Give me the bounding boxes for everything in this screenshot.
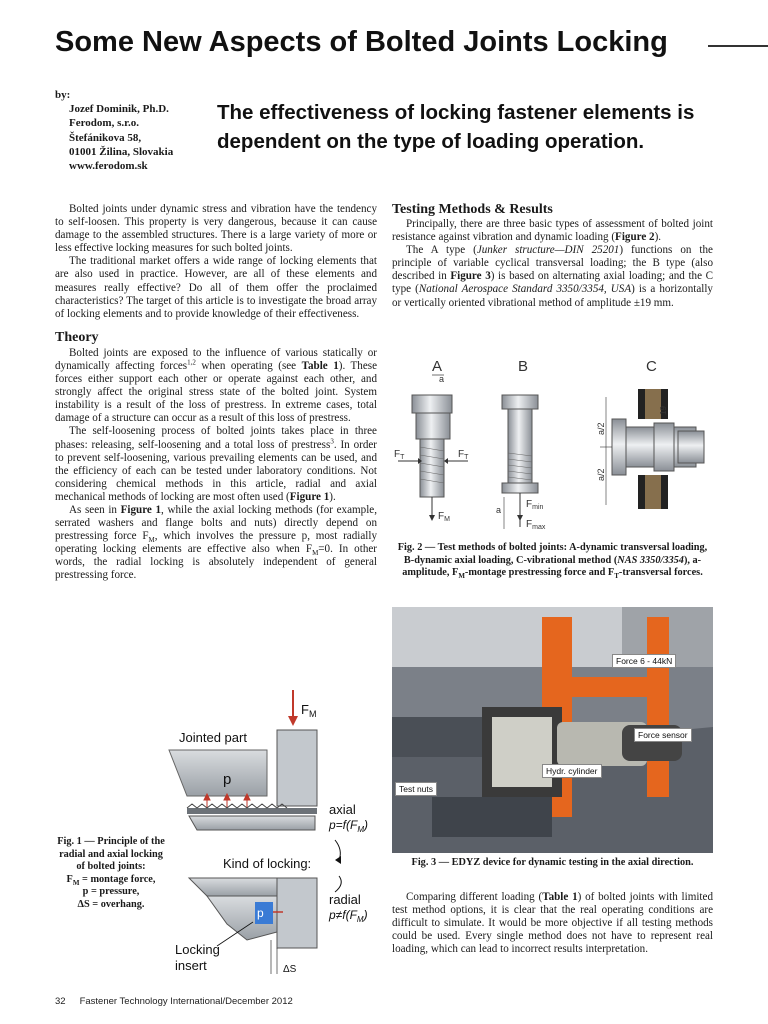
left-column bbox=[55, 203, 377, 583]
label-a: A bbox=[432, 358, 443, 375]
figure-1-ref: Figure 1 bbox=[289, 490, 330, 503]
article-subtitle: The effectiveness of locking fastener elements is dependent on the type of loading operation. bbox=[217, 101, 695, 153]
section-heading-testing: Testing Methods & Results bbox=[392, 202, 553, 217]
label-b: B bbox=[518, 358, 529, 375]
svg-text:FM: $F_M$ bbox=[301, 702, 317, 719]
bolt-a bbox=[394, 374, 469, 523]
svg-text:19: 19 bbox=[659, 406, 668, 415]
svg-text:Fmin: $F_{min}$ bbox=[526, 499, 544, 511]
svg-text:axial: axial bbox=[329, 802, 356, 817]
publication-info: Fastener Technology International/December 2012 bbox=[79, 996, 293, 1007]
svg-text:a/2: a/2 bbox=[596, 468, 606, 481]
figure-2-caption: Fig. 2 — Test methods of bolted joints: A-dynamic transversal loading, B-dynamic axial loading, C-vibrational method (NAS 3350/3354), a-amplitude, $F_M$-montage prestressing force and $F_T$-transversal forces. bbox=[397, 542, 708, 581]
figure-2-ref: Figure 2 bbox=[615, 231, 655, 244]
svg-text:Locking: Locking bbox=[175, 942, 220, 957]
figure-1-caption: Fig. 1 — Principle of the radial and axial locking of bolted joints: $F_M$ = montage force, p = pressure, ΔS = overhang. bbox=[57, 836, 165, 910]
author-name: Jozef Dominik, Ph.D. bbox=[69, 103, 169, 116]
table-1-ref: Table 1 bbox=[301, 359, 339, 372]
bolt-b bbox=[496, 395, 546, 531]
theory-paragraph-3: As seen in Figure 1, while the axial locking methods (for example, serrated washers and flange bolts and nuts) directly depend on prestressing force $F_M$, which involves the pressure p, most radially operating locking elements are effective also when $F_M=0$. In other words, the radial locking is absolutely independent of general prestressing force. bbox=[55, 503, 377, 582]
author-street: Štefánikova 58, bbox=[69, 131, 142, 144]
svg-text:FT: $F_T$ bbox=[458, 449, 469, 461]
theory-paragraph-1: Bolted joints are exposed to the influence of various statically or dynamically affecting forces$^{1,2}$ when operating (see Table 1). These forces either support each other or operate against each other, and strongly affect the original stress state of the bolted joint. System instability is a result of the loss of prestress. In extreme cases, total damage of a structure can occur as a result of this loss of prestress. bbox=[55, 346, 377, 425]
svg-text:FM: $F_M$ bbox=[438, 511, 450, 523]
svg-text:radial: radial bbox=[329, 892, 361, 907]
theory-paragraph-2: The self-loosening process of bolted joints takes place in three phases: releasing, self-loosening and a total loss of prestress$^3$. In order to prevent self-loosening, various prevailing elements can be used, and the efficiency of each can be tested under laboratory conditions. Not considering chemical methods in this article, radial and axial mechanical methods of locking are most often used (Figure 1). bbox=[55, 425, 378, 503]
label-test-nuts: Test nuts bbox=[395, 782, 437, 796]
author-company: Ferodom, s.r.o. bbox=[69, 117, 139, 130]
right-column bbox=[392, 202, 713, 310]
label-force-range: Force 6 - 44kN bbox=[612, 654, 676, 668]
svg-text:a/2: a/2 bbox=[596, 422, 606, 435]
label-c: C bbox=[646, 358, 657, 375]
testing-paragraph-1: Principally, there are three basic types of assessment of bolted joint resistance against vibration and dynamic loading (Figure 2). bbox=[392, 218, 713, 244]
section-heading-theory: Theory bbox=[55, 329, 99, 345]
figure-3-ref: Figure 3 bbox=[450, 270, 491, 283]
svg-text:ΔS: ΔS bbox=[283, 964, 297, 975]
svg-text:a: a bbox=[439, 374, 445, 384]
article-title: Some New Aspects of Bolted Joints Locking bbox=[55, 26, 668, 58]
testing-paragraph-2: The A type (Junker structure—DIN 25201) functions on the principle of variable cyclical transversal loading; the B type (also described in Figure 3) is based on alternating axial loading; and the C type (National Aerospace Standard 3350/3354, USA) is a horizontally or vertically oriented vibrational method of amplitude ±19 mm. bbox=[392, 244, 714, 309]
comparing-paragraph: Comparing different loading (Table 1) of bolted joints with limited test method options, it is clear that the real operating conditions are difficult to simulate. It would be more objective if all testing methods could be used. Every single method does not have to represent real loading, which can lead to incorrect results interpretation. bbox=[392, 891, 713, 956]
figure-1-ref: Figure 1 bbox=[120, 503, 162, 516]
svg-text:a: a bbox=[496, 505, 502, 515]
svg-text:p: p bbox=[223, 771, 232, 788]
svg-text:p: p bbox=[257, 906, 264, 920]
table-1-ref: Table 1 bbox=[542, 891, 578, 903]
svg-text:insert: insert bbox=[175, 958, 207, 973]
svg-text:FT: $F_T$ bbox=[394, 449, 405, 461]
intro-paragraph: Bolted joints under dynamic stress and vibration have the tendency to self-loosen. This property is very dangerous, because it can cause damage to the assembled structures. There is a large variety of more or less effective locking measures for such bolted joints. bbox=[55, 203, 377, 255]
label-force-sensor: Force sensor bbox=[634, 728, 692, 742]
intro-paragraph: The traditional market offers a wide range of locking elements that are also used in practice. However, are all of these elements and measures really effective? Do all of them offer the proclaimed characteristics? The target of this article is to investigate the broad array of locking elements and to provide knowledge of their effectiveness. bbox=[55, 255, 377, 320]
label-hydr-cylinder: Hydr. cylinder bbox=[542, 764, 602, 778]
svg-text:Fmax: $F_{max}$ bbox=[526, 519, 546, 531]
figure-1-diagram bbox=[167, 690, 377, 980]
figure-3-photo bbox=[392, 607, 713, 853]
page-footer bbox=[55, 996, 293, 1007]
svg-text:p=f(FM): $p=f(F_M)$ bbox=[329, 818, 369, 834]
title-rule bbox=[708, 45, 768, 47]
svg-text:Kind of locking:: Kind of locking: bbox=[223, 856, 312, 871]
byline bbox=[55, 88, 173, 173]
svg-text:p≠f(FM): $p\ne f(F_M)$ bbox=[329, 908, 368, 924]
byline-by: by: bbox=[55, 89, 71, 101]
figure-2-diagram bbox=[392, 357, 713, 537]
page-number: 32 bbox=[55, 996, 66, 1007]
author-website[interactable]: www.ferodom.sk bbox=[69, 160, 148, 173]
author-city: 01001 Žilina, Slovakia bbox=[69, 145, 174, 158]
jointed-part-label: Jointed part bbox=[179, 730, 247, 745]
bolt-c bbox=[596, 389, 704, 509]
figure-3-caption: Fig. 3 — EDYZ device for dynamic testing in the axial direction. bbox=[411, 857, 694, 868]
